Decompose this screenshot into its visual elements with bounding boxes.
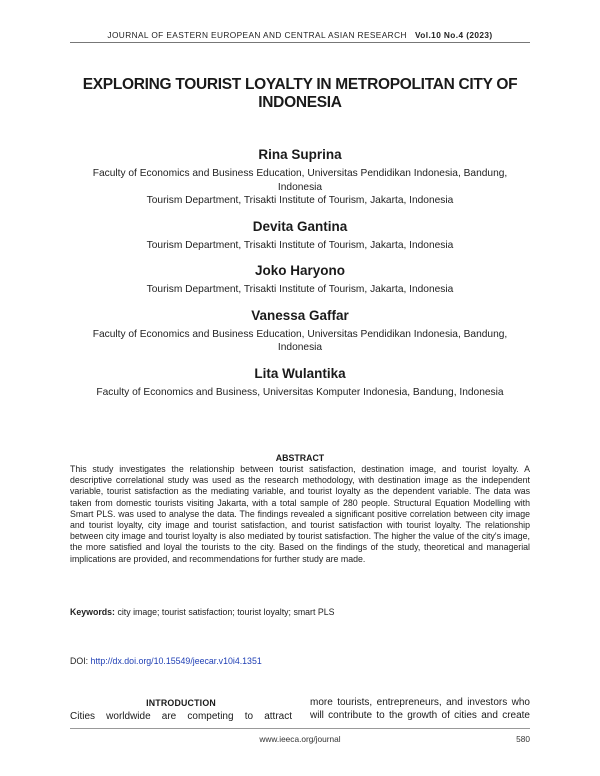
author-affiliation: Tourism Department, Trisakti Institute of Tourism, Jakarta, Indonesia [146, 284, 454, 295]
doi-label: DOI: [70, 656, 89, 666]
abstract-text: This study investigates the relationship between tourist satisfaction, destination image, and tourist loyalty. A descriptive correlational study was used as the research methodology, with destination image as the independent variable, tourist satisfaction as the mediating variable, and tourist loyalty as the dependent variable. The data was taken from domestic tourists visiting Jakarta, with a total sample of 280 people. Structural Equation Modelling with Smart PLS. was used to analyse the data. The findings revealed a significant positive correlation between city image and tourist loyalty, city image and tourist satisfaction, and tourist satisfaction with tourist loyalty. The relationship between city image and tourist loyalty is also mediated by tourist satisfaction. The higher the value of the city's image, the more satisfied and loyal the tourists to the city. Based on the findings of the study, theoretical and managerial implications are provided, and recommendations for further study are made. [70, 464, 530, 564]
author-affiliation: Tourism Department, Trisakti Institute of Tourism, Jakarta, Indonesia [146, 239, 454, 251]
footer-url[interactable]: www.ieeca.org/journal [259, 734, 341, 744]
journal-volume: Vol.10 No.4 (2023) [414, 30, 493, 40]
running-header [70, 30, 530, 40]
author-block [70, 365, 530, 400]
author-name: Joko Haryono [254, 263, 346, 278]
intro-text-left: Cities worldwide are competing to attract [70, 711, 292, 722]
journal-name: JOURNAL OF EASTERN EUROPEAN AND CENTRAL ASIAN RESEARCH [107, 30, 407, 40]
keywords-label: Keywords: [70, 607, 115, 617]
author-affiliation: Faculty of Economics and Business Education, Universitas Pendidikan Indonesia, Bandung, Indonesia [92, 168, 508, 193]
page-number: 580 [516, 734, 530, 744]
author-affiliation: Tourism Department, Trisakti Institute of Tourism, Jakarta, Indonesia [146, 195, 454, 206]
footer-divider [70, 728, 530, 729]
paper-title: EXPLORING TOURIST LOYALTY IN METROPOLITAN CITY OF INDONESIA [82, 76, 518, 111]
intro-column-left [70, 698, 292, 723]
author-affiliation: Faculty of Economics and Business, Universitas Komputer Indonesia, Bandung, Indonesia [96, 386, 504, 398]
author-affiliation: Faculty of Economics and Business Education, Universitas Pendidikan Indonesia, Bandung, Indonesia [92, 328, 508, 353]
author-name: Vanessa Gaffar [251, 307, 349, 323]
author-block [70, 307, 530, 355]
author-block [70, 218, 530, 253]
doi [70, 656, 262, 666]
intro-text-right: more tourists, entrepreneurs, and investors who will contribute to the growth of cities and create [310, 697, 530, 721]
author-name: Rina Suprina [258, 147, 342, 162]
header-divider [70, 42, 530, 43]
author-block [70, 262, 530, 297]
author-list [70, 146, 530, 409]
keywords [70, 607, 530, 617]
intro-heading: INTRODUCTION [146, 698, 216, 708]
author-name: Devita Gantina [252, 218, 348, 234]
keywords-text: city image; tourist satisfaction; tourist loyalty; smart PLS [117, 607, 335, 617]
author-block [70, 146, 530, 208]
author-name: Lita Wulantika [254, 365, 346, 381]
abstract-heading: ABSTRACT [275, 453, 325, 463]
doi-link[interactable]: http://dx.doi.org/10.15549/jeecar.v10i4.1351 [90, 656, 262, 666]
